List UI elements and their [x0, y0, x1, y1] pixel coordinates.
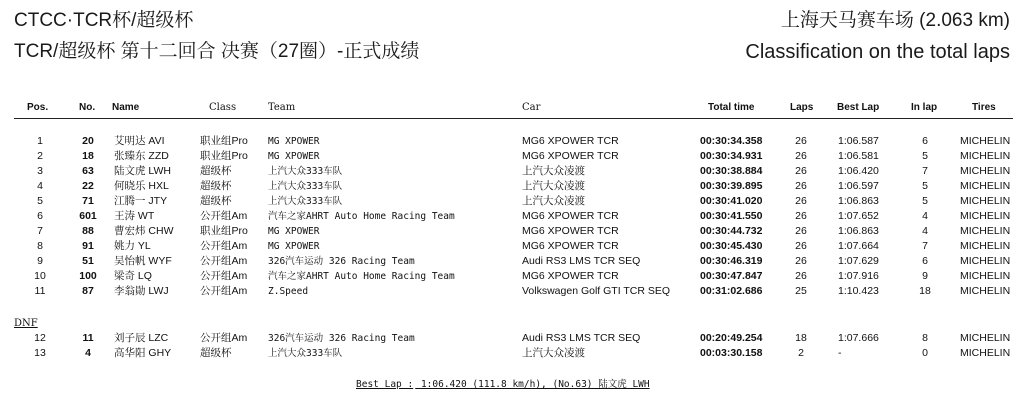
cell-pos: 6	[37, 210, 43, 222]
cell-inlap: 4	[922, 225, 928, 237]
cell-time: 00:30:38.884	[700, 165, 763, 177]
cell-time: 00:30:46.319	[700, 255, 763, 267]
dnf-section-label: DNF	[14, 318, 38, 329]
cell-car: Audi RS3 LMS TCR SEQ	[522, 255, 641, 267]
cell-team: 326汽车运动 326 Racing Team	[268, 333, 415, 344]
cell-best: 1:10.423	[838, 285, 879, 297]
col-header-car: Car	[522, 102, 541, 113]
cell-inlap: 18	[919, 285, 931, 297]
cell-team: 上汽大众333车队	[268, 348, 343, 359]
col-header-name: Name	[112, 102, 140, 113]
cell-name: 江腾一 JTY	[114, 195, 168, 207]
cell-time: 00:30:34.931	[700, 150, 763, 162]
cell-tires: MICHELIN	[960, 150, 1011, 162]
col-header-team: Team	[268, 102, 296, 113]
cell-no: 63	[82, 165, 94, 177]
cell-tires: MICHELIN	[960, 210, 1011, 222]
cell-best: 1:07.652	[838, 210, 879, 222]
cell-laps: 26	[795, 180, 807, 192]
table-row	[0, 284, 1024, 299]
col-header-pos: Pos.	[27, 102, 49, 113]
header-circuit: 上海天马赛车场 (2.063 km)	[780, 10, 1010, 31]
cell-no: 11	[82, 332, 94, 344]
cell-no: 88	[82, 225, 94, 237]
cell-car: Volkswagen Golf GTI TCR SEQ	[522, 285, 671, 297]
col-header-class: Class	[209, 102, 237, 113]
cell-class: 超级杯	[200, 347, 232, 359]
cell-laps: 26	[795, 255, 807, 267]
cell-time: 00:30:45.430	[700, 240, 763, 252]
header-title-event: TCR/超级杯 第十二回合 决赛（27圈）-正式成绩	[14, 41, 420, 62]
cell-name: 刘子辰 LZC	[114, 332, 169, 344]
cell-name: 吴怡帆 WYF	[114, 255, 172, 267]
cell-team: Z.Speed	[268, 286, 309, 297]
cell-car: 上汽大众凌渡	[522, 180, 585, 192]
table-row	[0, 269, 1024, 284]
cell-team: 上汽大众333车队	[268, 166, 343, 177]
cell-pos: 13	[34, 347, 46, 359]
cell-team: MG XPOWER	[268, 151, 320, 162]
cell-laps: 26	[795, 225, 807, 237]
cell-time: 00:30:39.895	[700, 180, 763, 192]
cell-name: 王涛 WT	[114, 210, 155, 222]
cell-pos: 3	[37, 165, 43, 177]
cell-best: 1:07.666	[838, 332, 879, 344]
cell-laps: 2	[798, 347, 804, 359]
cell-best: 1:06.597	[838, 180, 879, 192]
table-row	[0, 224, 1024, 239]
cell-no: 87	[82, 285, 94, 297]
cell-time: 00:30:34.358	[700, 135, 763, 147]
cell-tires: MICHELIN	[960, 255, 1011, 267]
cell-name: 高华阳 GHY	[114, 347, 172, 359]
cell-tires: MICHELIN	[960, 180, 1011, 192]
cell-inlap: 7	[922, 165, 928, 177]
cell-car: 上汽大众凌渡	[522, 165, 585, 177]
cell-laps: 26	[795, 195, 807, 207]
cell-class: 职业组Pro	[200, 135, 248, 147]
cell-inlap: 5	[922, 195, 928, 207]
best-lap-label: Best Lap :	[356, 379, 414, 390]
cell-name: 李翁勛 LWJ	[114, 285, 169, 297]
cell-team: 326汽车运动 326 Racing Team	[268, 256, 415, 267]
col-header-best-lap: Best Lap	[837, 102, 880, 113]
cell-name: 姚力 YL	[114, 240, 151, 252]
cell-tires: MICHELIN	[960, 240, 1011, 252]
cell-pos: 11	[34, 285, 46, 297]
cell-best: 1:06.420	[838, 165, 879, 177]
cell-no: 51	[82, 255, 94, 267]
cell-inlap: 0	[922, 347, 928, 359]
cell-class: 公开组Am	[200, 285, 248, 297]
table-row	[0, 194, 1024, 209]
cell-tires: MICHELIN	[960, 195, 1011, 207]
cell-car: MG6 XPOWER TCR	[522, 150, 619, 162]
cell-pos: 4	[37, 180, 43, 192]
cell-team: 汽车之家AHRT Auto Home Racing Team	[268, 271, 455, 282]
table-row	[0, 149, 1024, 164]
cell-time: 00:30:44.732	[700, 225, 763, 237]
cell-car: Audi RS3 LMS TCR SEQ	[522, 332, 641, 344]
cell-no: 91	[82, 240, 94, 252]
cell-laps: 26	[795, 135, 807, 147]
cell-no: 18	[82, 150, 94, 162]
cell-inlap: 5	[922, 180, 928, 192]
col-header-in-lap: In lap	[911, 102, 938, 113]
cell-tires: MICHELIN	[960, 347, 1011, 359]
cell-class: 职业组Pro	[200, 150, 248, 162]
cell-laps: 26	[795, 210, 807, 222]
cell-best: 1:06.863	[838, 225, 879, 237]
cell-time: 00:20:49.254	[700, 332, 763, 344]
cell-class: 公开组Am	[200, 255, 248, 267]
cell-no: 22	[82, 180, 94, 192]
cell-best: 1:06.581	[838, 150, 879, 162]
cell-class: 公开组Am	[200, 240, 248, 252]
cell-laps: 26	[795, 240, 807, 252]
cell-laps: 26	[795, 150, 807, 162]
cell-tires: MICHELIN	[960, 225, 1011, 237]
cell-inlap: 8	[922, 332, 928, 344]
cell-pos: 10	[34, 270, 46, 282]
table-row	[0, 254, 1024, 269]
col-header-tires: Tires	[972, 102, 996, 113]
table-row	[0, 134, 1024, 149]
cell-pos: 12	[34, 332, 46, 344]
cell-best: 1:06.587	[838, 135, 879, 147]
cell-inlap: 5	[922, 150, 928, 162]
cell-class: 公开组Am	[200, 210, 248, 222]
cell-car: MG6 XPOWER TCR	[522, 210, 619, 222]
cell-pos: 9	[37, 255, 43, 267]
cell-pos: 5	[37, 195, 43, 207]
col-header-total-time: Total time	[708, 102, 755, 113]
cell-class: 公开组Am	[200, 332, 248, 344]
cell-pos: 8	[37, 240, 43, 252]
table-row	[0, 179, 1024, 194]
cell-class: 超级杯	[200, 195, 232, 207]
cell-name: 曹宏炜 CHW	[114, 225, 174, 237]
cell-best: 1:07.629	[838, 255, 879, 267]
cell-pos: 2	[37, 150, 43, 162]
cell-laps: 25	[795, 285, 807, 297]
header-divider	[14, 118, 1013, 119]
cell-car: MG6 XPOWER TCR	[522, 270, 619, 282]
col-header-no: No.	[79, 102, 96, 113]
cell-inlap: 7	[922, 240, 928, 252]
cell-class: 超级杯	[200, 180, 232, 192]
cell-team: MG XPOWER	[268, 136, 320, 147]
cell-no: 71	[82, 195, 94, 207]
cell-best: 1:07.916	[838, 270, 879, 282]
cell-best: 1:06.863	[838, 195, 879, 207]
cell-tires: MICHELIN	[960, 332, 1011, 344]
cell-laps: 26	[795, 165, 807, 177]
cell-inlap: 9	[922, 270, 928, 282]
table-row	[0, 331, 1024, 346]
cell-car: MG6 XPOWER TCR	[522, 225, 619, 237]
cell-car: MG6 XPOWER TCR	[522, 240, 619, 252]
cell-tires: MICHELIN	[960, 135, 1011, 147]
table-row	[0, 346, 1024, 361]
cell-team: 汽车之家AHRT Auto Home Racing Team	[268, 211, 455, 222]
best-lap-footer	[356, 376, 652, 390]
cell-tires: MICHELIN	[960, 285, 1011, 297]
cell-name: 梁奇 LQ	[114, 270, 152, 282]
cell-inlap: 6	[922, 135, 928, 147]
cell-name: 艾明达 AVI	[114, 135, 165, 147]
cell-team: 上汽大众333车队	[268, 181, 343, 192]
cell-laps: 26	[795, 270, 807, 282]
header-title-series: CTCC·TCR杯/超级杯	[14, 10, 194, 31]
cell-time: 00:30:41.550	[700, 210, 763, 222]
cell-pos: 1	[37, 135, 43, 147]
cell-class: 职业组Pro	[200, 225, 248, 237]
cell-no: 4	[85, 347, 91, 359]
col-header-laps: Laps	[790, 102, 814, 113]
table-row	[0, 239, 1024, 254]
cell-time: 00:30:47.847	[700, 270, 763, 282]
cell-inlap: 4	[922, 210, 928, 222]
cell-time: 00:30:41.020	[700, 195, 763, 207]
header-classification: Classification on the total laps	[745, 41, 1010, 63]
cell-laps: 18	[795, 332, 807, 344]
cell-team: 上汽大众333车队	[268, 196, 343, 207]
cell-team: MG XPOWER	[268, 226, 320, 237]
best-lap-value: 1:06.420 (111.8 km/h), (No.63) 陆文虎 LWH	[420, 379, 650, 390]
cell-tires: MICHELIN	[960, 165, 1011, 177]
table-row	[0, 209, 1024, 224]
cell-best: -	[838, 347, 842, 359]
cell-class: 公开组Am	[200, 270, 248, 282]
cell-time: 00:03:30.158	[700, 347, 763, 359]
cell-car: 上汽大众凌渡	[522, 347, 585, 359]
cell-car: 上汽大众凌渡	[522, 195, 585, 207]
cell-no: 20	[82, 135, 94, 147]
cell-time: 00:31:02.686	[700, 285, 763, 297]
cell-tires: MICHELIN	[960, 270, 1011, 282]
cell-no: 601	[79, 210, 97, 222]
cell-pos: 7	[37, 225, 43, 237]
cell-car: MG6 XPOWER TCR	[522, 135, 619, 147]
cell-class: 超级杯	[200, 165, 232, 177]
cell-name: 张臻东 ZZD	[114, 150, 169, 162]
cell-name: 陆文虎 LWH	[114, 165, 171, 177]
cell-no: 100	[79, 270, 97, 282]
cell-team: MG XPOWER	[268, 241, 320, 252]
cell-best: 1:07.664	[838, 240, 879, 252]
table-row	[0, 164, 1024, 179]
cell-inlap: 6	[922, 255, 928, 267]
cell-name: 何晓乐 HXL	[114, 180, 169, 192]
